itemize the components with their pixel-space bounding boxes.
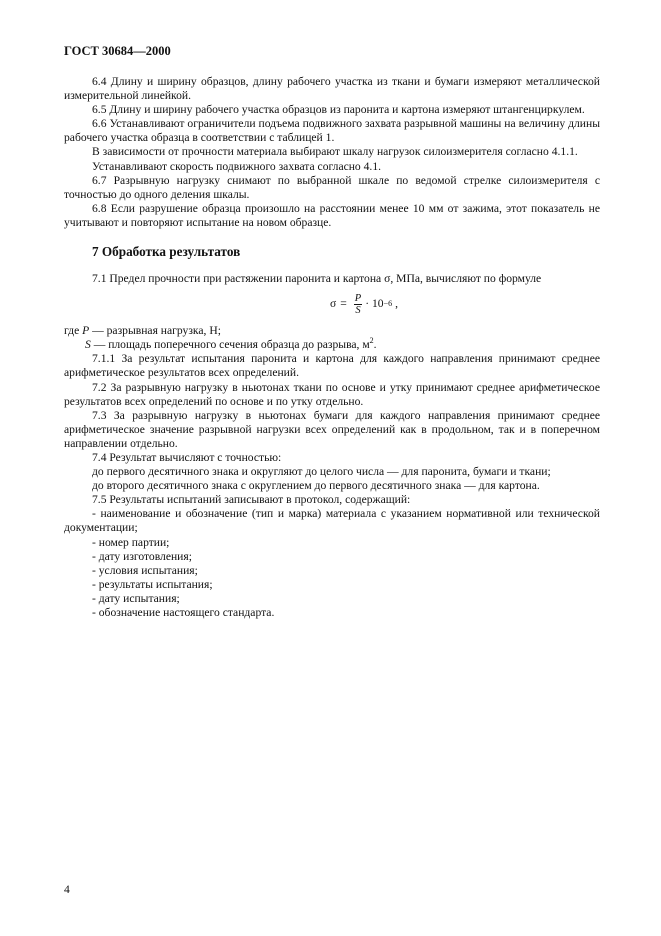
list-item: - обозначение настоящего стандарта. [92, 606, 275, 619]
formula-numerator: P [354, 292, 362, 304]
paragraph-7-4-a: до первого десятичного знака и округляют до целого числа — для паронита, бумаги и ткани; [92, 465, 551, 479]
paragraph-7-4: 7.4 Результат вычисляют с точностью: [92, 450, 282, 464]
where-p-symbol: P [82, 324, 90, 338]
formula-denominator: S [355, 304, 361, 316]
where-p-line [64, 324, 600, 338]
where-s-text: — площадь поперечного сечения образца до разрыва, м [93, 338, 370, 352]
where-p-text: — разрывная нагрузка, Н; [92, 324, 221, 338]
formula-factor: · 10 [365, 297, 384, 311]
where-s-line [64, 338, 600, 352]
formula-lhs: σ [330, 297, 337, 311]
formula-eq: = [340, 297, 347, 311]
paragraph-7-4-b: до второго десятичного знака с округлением до первого десятичного знака — для картона. [92, 479, 540, 493]
formula-fraction [354, 293, 362, 316]
list-item: - дату испытания; [92, 591, 180, 605]
document-header: ГОСТ 30684—2000 [64, 44, 171, 58]
document-body [64, 75, 600, 620]
paragraph-7-3: 7.3 За разрывную нагрузку в ньютонах бумаги для каждого направления принимают среднее арифметическое значение разрывной нагрузки всех определений как в продольном, так и в поперечном направлении отдельно. [64, 408, 600, 450]
formula-tail: , [395, 297, 398, 311]
section-7-title: 7 Обработка результатов [92, 244, 241, 260]
paragraph-7-1-1: 7.1.1 За результат испытания паронита и картона для каждого направления принимают среднее арифметическое результатов всех определений. [64, 352, 600, 380]
list-item: - наименование и обозначение (тип и марка) материала с указанием нормативной или технической документации; [64, 507, 600, 535]
list-item: - результаты испытания; [92, 577, 213, 591]
list-item: - дату изготовления; [92, 549, 192, 563]
where-s-end: . [373, 338, 377, 352]
paragraph-speed: Устанавливают скорость подвижного захвата согласно 4.1. [92, 159, 382, 173]
paragraph-7-2: 7.2 За разрывную нагрузку в ньютонах ткани по основе и утку принимают среднее арифметическое результатов всех определений по основе и по утку отдельно. [64, 380, 600, 408]
paragraph-6-4: 6.4 Длину и ширину образцов, длину рабочего участка из ткани и бумаги измеряют металлической измерительной линейкой. [64, 75, 600, 103]
where-s-symbol: S [85, 338, 91, 352]
paragraph-6-5: 6.5 Длину и ширину рабочего участка образцов из паронита и картона измеряют штангенциркулем. [92, 103, 585, 117]
paragraph-6-6: 6.6 Устанавливают ограничители подъема подвижного захвата разрывной машины на величину длины рабочего участка образца в соответствии с таблицей 1. [64, 117, 600, 145]
formula: σ = $\frac{P}{S}$ · 10 −6 , [330, 292, 398, 316]
list-item: - условия испытания; [92, 563, 198, 577]
where-s-exponent: 2 [369, 336, 374, 346]
list-item: - номер партии; [92, 535, 170, 549]
paragraph-scale-choice: В зависимости от прочности материала выбирают шкалу нагрузок силоизмерителя согласно 4.1.1. [92, 145, 578, 159]
paragraph-6-8: 6.8 Если разрушение образца произошло на расстоянии менее 10 мм от зажима, этот показатель не учитывают и повторяют испытание на новом образце. [64, 201, 600, 229]
paragraph-7-5: 7.5 Результаты испытаний записывают в протокол, содержащий: [92, 493, 411, 507]
paragraph-6-7: 6.7 Разрывную нагрузку снимают по выбранной шкале по ведомой стрелке силоизмерителя с точностью до одного деления шкалы. [64, 173, 600, 201]
paragraph-7-1: 7.1 Предел прочности при растяжении паронита и картона σ, МПа, вычисляют по формуле [92, 272, 542, 286]
where-prefix: где [64, 324, 80, 338]
page-number: 4 [64, 883, 70, 896]
